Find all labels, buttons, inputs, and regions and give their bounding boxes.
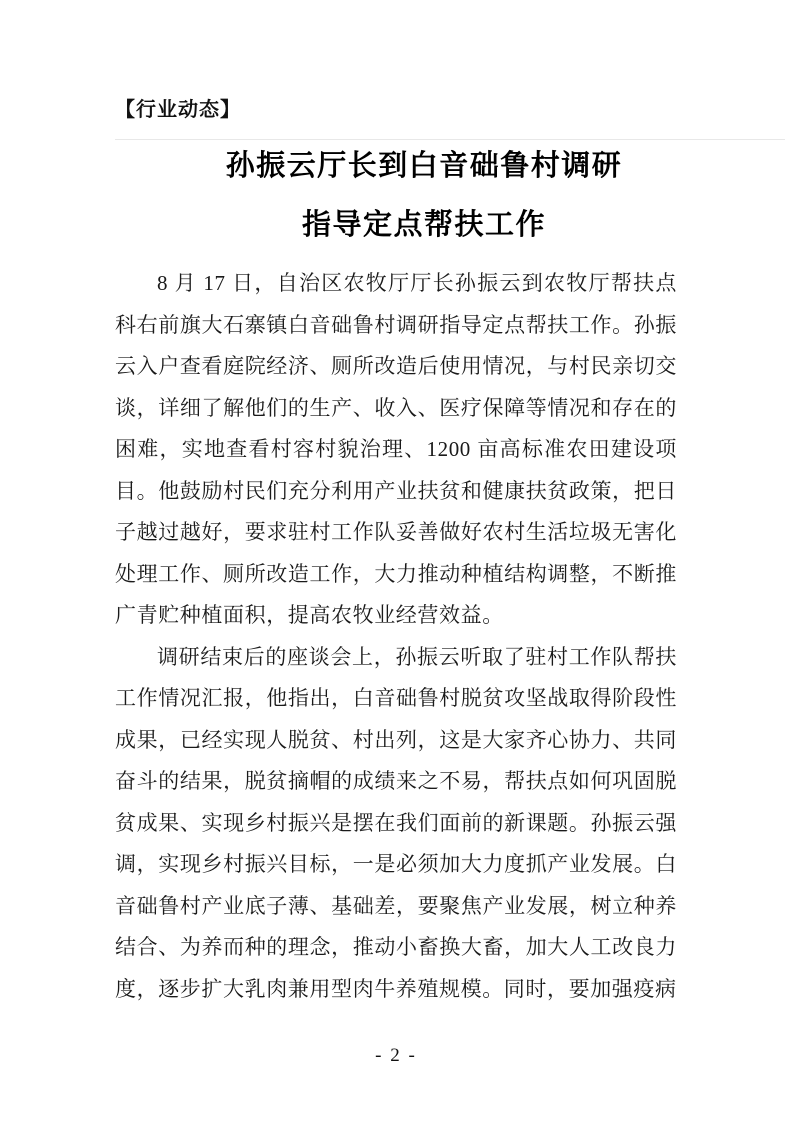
document-title-line-2: 指导定点帮扶工作	[301, 209, 546, 241]
page-number: - 2 -	[375, 1045, 417, 1066]
paragraph: 调研结束后的座谈会上，孙振云听取了驻村工作队帮扶工作情况汇报，他指出，白音础鲁村脱贫攻坚战取得阶段性成果，已经实现人脱贫、村出列，这是大家齐心协力、共同奋斗的结果，脱贫摘帽的成绩来之不易，帮扶点如何巩固脱贫成果、实现乡村振兴是摆在我们面前的新课题。孙振云强调，实现乡村振兴目标，一是必须加大力度抓产业发展。白音础鲁村产业底子薄、基础差，要聚焦产业发展，树立种养结合、为养而种的理念，推动小畜换大畜，加大人工改良力度，逐步扩大乳肉兼用型肉牛养殖规模。同时，要加强疫病	[115, 644, 677, 1001]
section-tag: 【行业动态】	[115, 99, 241, 121]
document-title-line-1: 孙振云厅长到白音础鲁村调研	[225, 150, 623, 182]
paragraph: 8 月 17 日，自治区农牧厅厅长孙振云到农牧厅帮扶点科右前旗大石寨镇白音础鲁村调研指导定点帮扶工作。孙振云入户查看庭院经济、厕所改造后使用情况，与村民亲切交谈，详细了解他们的生产、收入、医疗保障等情况和存在的困难，实地查看村容村貌治理、1200 亩高标准农田建设项目。他鼓励村民们充分利用产业扶贫和健康扶贫政策，把日子越过越好，要求驻村工作队妥善做好农村生活垃圾无害化处理工作、厕所改造工作，大力推动种植结构调整，不断推广青贮种植面积，提高农牧业经营效益。	[115, 271, 677, 627]
document-title	[115, 137, 677, 255]
document-body	[115, 263, 677, 1010]
